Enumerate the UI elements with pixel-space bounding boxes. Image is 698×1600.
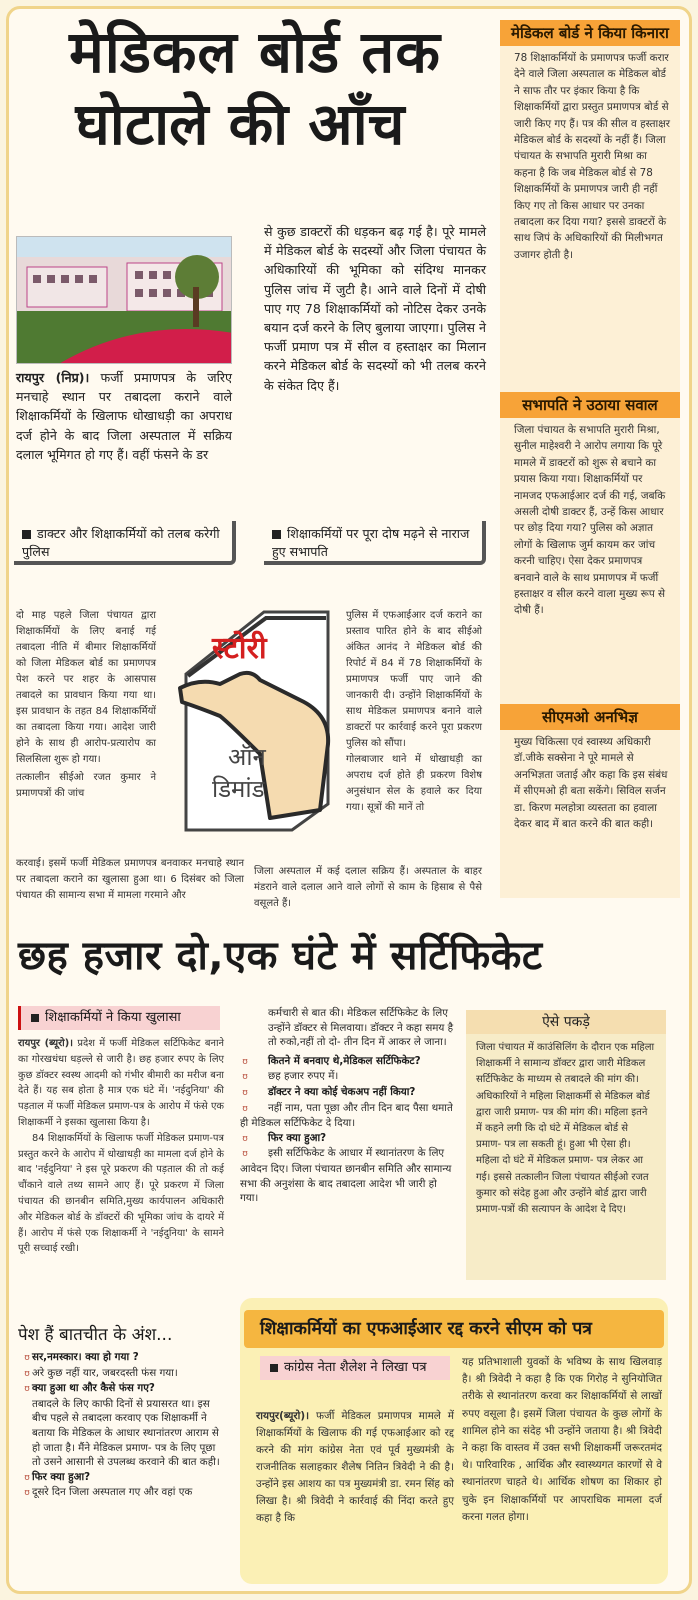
tab-police-label: डाक्टर और शिक्षाकर्मियों को तलब करेगी पुलिस <box>22 526 220 559</box>
section-tab-police <box>14 521 236 565</box>
letter-box <box>240 1298 668 1584</box>
logo-word-story: स्टोरी <box>212 631 267 666</box>
story-text-1: दो माह पहले जिला पंचायत द्वारा शिक्षाकर्मियों के लिए बनाई गई तबादला नीति में बीमार शिक्षाकर्मियों को जिला मेडिकल बोर्ड का प्रमाणपत्र पेश करने पर शहर के आसपास तबादले का प्रावधान किया गया था। इस प्रावधान के तहत 84 शिक्षाकर्मियों का तबादला किया गया। आदेश जारी होने के साथ ही आरोप-प्रत्यारोप का सिलसिला शुरू हो गया। <box>16 610 156 765</box>
logo-word-on: ऑन <box>228 743 266 771</box>
reveal-qa-list-1 <box>22 1350 224 1501</box>
headline-line-1: मेडिकल बोर्ड तक <box>69 18 441 86</box>
second-headline: छह हजार दो,एक घंटे में सर्टिफिकेट <box>18 933 543 979</box>
sidebar-title-chairman: सभापति ने उठाया सवाल <box>500 392 680 418</box>
tab-chairman-label: शिक्षाकर्मियों पर पूरा दोष मढ़ने से नाराज हुए सभापति <box>272 526 470 559</box>
u-bullet-icon: ʊ <box>24 1384 30 1395</box>
letter-bar-label: कांग्रेस नेता शैलेश ने लिखा पत्र <box>284 1360 427 1375</box>
story-text-2: पुलिस में एफआईआर दर्ज कराने का प्रस्ताव पारित होने के बाद सीईओ अंकित आनंद ने मेडिकल बोर्ड की रिपोर्ट में 84 में 78 शिक्षाकर्मियों के प्रमाणपत्र फर्जी पाए जाने की जानकारी दी। उन्होंने शिक्षाकर्मियों के साथ मेडिकल प्रमाणपत्र बनाने वाले डाक्टरों पर कार्रवाई करने पूरा प्रकरण पुलिस को सौंपा। <box>346 610 482 749</box>
how-caught-text: जिला पंचायत में काउंसिलिंग के दौरान एक महिला शिक्षाकर्मी ने सामान्य डॉक्टर द्वारा जारी मेडिकल सर्टिफिकेट के माध्यम से तबादले की मांग की। अधिकारियों ने महिला शिक्षाकर्मी से मेडिकल बोर्ड द्वारा जारी प्रमाण- पत्र की मांग की। महिला इतने में कहने लगी कि दो घंटे में मेडिकल बोर्ड से प्रमाण- पत्र ला सकती हूं। हुआ भी ऐसा ही। महिला दो घंटे में मेडिकल प्रमाण- पत्र लेकर आ गई। इससे तत्कालीन जिला पंचायत सीईओ रजत कुमार को संदेह हुआ और उन्होंने बोर्ड द्वारा जारी प्रमाण-पत्रों की सत्यापन के आदेश दे दिए। <box>476 1042 655 1216</box>
qa-item <box>240 1146 454 1205</box>
reveal-qa-list-2 <box>240 1006 454 1206</box>
letter-column-1 <box>256 1408 454 1527</box>
qa-item <box>22 1366 224 1382</box>
square-bullet-icon <box>272 530 281 539</box>
qa-intro: कर्मचारी से बात की। मेडिकल सर्टिफिकेट के लिए उन्होंने डॉक्टर से मिलवाया। डॉक्टर ने कहा समय है तो रुको,नहीं तो दो- तीन दिन में आकर ले जाना। <box>268 1007 454 1049</box>
letter-text-1: फर्जी मेडिकल प्रमाणपत्र मामले में शिक्षाकर्मियों के खिलाफ की गई एफआईआर को रद्द करने की मांग कांग्रेस नेता एवं पूर्व मुख्यमंत्री के राजनीतिक सलाहकार शैलेष नितिन त्रिवेदी ने की है। उन्होंने इस आशय का पत्र मुख्यमंत्री डा. रमन सिंह को लिखा है। श्री त्रिवेदी ने कार्रवाई की निंदा करते हुए कहा है कि <box>256 1410 454 1524</box>
sidebar-text-cmo: मुख्य चिकित्सा एवं स्वास्थ्य अधिकारी डॉ.जीके सक्सेना ने पूरे मामले से अनभिज्ञता जताई और कहा कि इस संबंध में सीएमओ ही बता सकेंगे। सिविल सर्जन डा. किरण मलहोत्रा व्यस्तता का हवाला देकर बाद में बात करने की बात कही। <box>514 736 668 831</box>
u-bullet-icon: ʊ <box>24 1368 30 1379</box>
qa-item <box>22 1485 224 1501</box>
qa-question: कितने में बनवाए थे,मेडिकल सर्टिफिकेट? <box>268 1054 421 1067</box>
qa-item <box>22 1350 224 1366</box>
qa-answer: तबादले के लिए काफी दिनों से प्रयासरत था। इस बीच पहले से तबादला करवाए एक शिक्षाकर्मी ने बताया कि मेडिकल के आधार स्थानांतरण आराम से हो जाता है। मैंने मेडिकल प्रमाण- पत्र के लिए पूछा तो उसने आसानी से उपलब्ध करवाने की बात कही। <box>32 1397 220 1469</box>
qa-answer: दूसरे दिन जिला अस्पताल गए और वहां एक <box>32 1486 193 1499</box>
qa-item <box>240 1069 454 1085</box>
qa-item <box>22 1470 224 1486</box>
u-bullet-icon: ʊ <box>242 1056 248 1067</box>
story-text-1b: तत्कालीन सीईओ रजत कुमार ने प्रमाणपत्रों की जांच <box>16 772 156 799</box>
reveal-paragraph-1: प्रदेश में फर्जी मेडिकल सर्टिफिकेट बनाने का गोरखधंधा धड़ल्ले से जारी है। छह हजार रुपए के लिए कुछ डॉक्टर स्वस्थ आदमी को गंभीर बीमारी का मरीज बना देते हैं। यह सब होता है मात्र एक घंटे में। 'नईदुनिया' की पड़ताल में फर्जी मेडिकल प्रमाण-पत्र के आरोप में फंसे एक शिक्षाकर्मी ने इसका खुलासा किया है। <box>18 1038 225 1128</box>
reveal-bar <box>18 1006 220 1030</box>
qa-question: फिर क्या हुआ? <box>268 1131 327 1144</box>
qa-item <box>22 1397 224 1470</box>
section-tab-chairman <box>264 521 486 565</box>
u-bullet-icon: ʊ <box>242 1087 248 1098</box>
how-caught-box <box>466 1010 666 1280</box>
qa-question: फिर क्या हुआ? <box>32 1470 91 1483</box>
square-bullet-icon <box>270 1364 278 1372</box>
sidebar-box-chairman <box>500 392 680 704</box>
qa-item <box>22 1381 224 1397</box>
logo-word-demand: डिमांड <box>212 775 265 803</box>
story-text-1c: करवाई। इसमें फर्जी मेडिकल प्रमाणपत्र बनवाकर मनचाहे स्थान पर तबादला कराने का खुलासा हुआ था। 6 दिसंबर को जिला पंचायत की सामान्य सभा में मामला गरमाने और <box>16 858 244 901</box>
sidebar-title-cmo: सीएमओ अनभिज्ञ <box>500 704 680 730</box>
reveal-paragraph-2: 84 शिक्षाकर्मियों के खिलाफ फर्जी मेडिकल प्रमाण-पत्र प्रस्तुत करने के आरोप में धोखाधड़ी का मामला दर्ज होने के बाद 'नईदुनिया' ने इस पूरे प्रकरण की पड़ताल की तो कई चौंकाने वाले तथ्य सामने आए हैं। पूरे प्रकरण में जिला पंचायत की छानबीन समिति,मुख्य कार्यपालन अधिकारी और मेडिकल बोर्ड के डॉक्टरों की भूमिका जांच के दायरे में हैं। आरोप में फंसे एक शिक्षाकर्मी ने 'नईदुनिया' के सामने पूरी सच्चाई रखी। <box>18 1132 224 1255</box>
qa-answer: अरे कुछ नहीं यार, जबरदस्ती फंस गया। <box>32 1366 178 1379</box>
u-bullet-icon: ʊ <box>242 1072 248 1083</box>
letter-bar <box>260 1356 450 1380</box>
qa-item <box>240 1131 454 1147</box>
sidebar-title-medical-board: मेडिकल बोर्ड ने किया किनारा <box>500 20 680 46</box>
qa-answer: इसी सर्टिफिकेट के आधार में स्थानांतरण के लिए आवेदन दिए। जिला पंचायत छानबीन समिति और सामान्य सभा की अनुशंसा के बाद तबादला आदेश भी जारी हो गया। <box>240 1147 452 1205</box>
reveal-dateline: रायपुर (ब्यूरो)। <box>18 1038 73 1049</box>
qa-answer: नहीं नाम, पता पूछा और तीन दिन बाद पैसा थमाते ही मेडिकल सर्टिफिकेट दे दिया। <box>240 1101 453 1130</box>
u-bullet-icon: ʊ <box>24 1353 30 1363</box>
how-caught-title: ऐसे पकड़े <box>466 1010 666 1034</box>
sidebar-text-medical-board: 78 शिक्षाकर्मियों के प्रमाणपत्र फर्जी करार देने वाले जिला अस्पताल क मेडिकल बोर्ड ने साफ तौर पर इंकार किया है कि शिक्षाकर्मियों द्वारा प्रस्तुत प्रमाणपत्र बोर्ड से जारी किए गए हैं। पत्र की सील व हस्ताक्षर मेडिकल बोर्ड के सदस्यों के नहीं हैं। जिला पंचायत के सभापति मुरारी मिश्रा का कहना है कि जब मेडिकल बोर्ड से 78 शिक्षाकर्मियों के प्रमाणपत्र जारी ही नहीं किए गए तो किस आधार पर उनका तबादला कर दिया गया? इससे डाक्टरों के साथ जिपं के अधिकारियों की मिलीभगत उजागर होती है। <box>514 52 670 261</box>
qa-item <box>240 1101 454 1131</box>
lead-text-1: फर्जी प्रमाणपत्र के जरिए मनचाहे स्थान पर तबादला कराने वाले शिक्षाकर्मियों के खिलाफ धोखाधड़ी का अपराध दर्ज होने के बाद जिला अस्पताल में सक्रिय दलाल भूमिगत हो गए हैं। वहीं फंसने के डर <box>16 370 232 462</box>
square-bullet-icon <box>31 1014 39 1022</box>
sidebar-text-chairman: जिला पंचायत के सभापति मुरारी मिश्रा, सुनील माहेश्वरी ने आरोप लगाया कि पूरे मामले में डाक्टरों को शुरू से बचाने का प्रयास किया गया। शिक्षाकर्मियों पर नामजद एफआईआर दर्ज की गई, जबकि असली दोषी डाक्टर हैं, उन्हें किस आधार पर छोड़ दिया गया? पुलिस को अज्ञात लोगों के खिलाफ जुर्म कायम कर जांच करनी चाहिए। ऐसा देकर प्रमाणपत्र बनवाने वाले के साथ प्रमाणपत्र में फर्जी हस्ताक्षर व सील करने वाला मुख्य रूप से दोषी हैं। <box>514 424 666 617</box>
u-bullet-icon: ʊ <box>242 1103 248 1114</box>
qa-question: डॉक्टर ने क्या कोई चेकअप नहीं किया? <box>268 1085 416 1098</box>
u-bullet-icon: ʊ <box>242 1149 248 1160</box>
reveal-column-1 <box>18 1036 224 1257</box>
u-bullet-icon: ʊ <box>242 1133 248 1144</box>
story-on-demand-logo <box>160 604 335 834</box>
qa-question: सर,नमस्कार। क्या हो गया ? <box>32 1351 139 1363</box>
letter-dateline: रायपुर(ब्यूरो)। <box>256 1410 310 1422</box>
story-text-2c: जिला अस्पताल में कई दलाल सक्रिय हैं। अस्पताल के बाहर मंडराने वाले दलाल आने वाले लोगों से काम के हिसाब से पैसे वसूलते हैं। <box>254 866 482 909</box>
sidebar-box-cmo <box>500 704 680 898</box>
headline-line-2: घोटाले की आँच <box>75 90 405 158</box>
qa-item <box>240 1054 454 1070</box>
qa-question: क्या हुआ था और कैसे फंस गए? <box>32 1382 155 1395</box>
story-column-2 <box>346 608 482 816</box>
lead-column-1 <box>16 368 232 464</box>
sidebar-box-medical-board <box>500 20 680 392</box>
square-bullet-icon <box>22 530 31 539</box>
u-bullet-icon: ʊ <box>24 1488 30 1499</box>
reveal-subheading: पेश हैं बातचीत के अंश... <box>18 1325 173 1345</box>
u-bullet-icon: ʊ <box>24 1472 30 1483</box>
lead-dateline: रायपुर (निप्र)। <box>16 370 90 385</box>
qa-answer: छह हजार रुपए में। <box>268 1070 339 1083</box>
reveal-bar-label: शिक्षाकर्मियों ने किया खुलासा <box>45 1010 181 1025</box>
hospital-photo <box>16 236 232 364</box>
letter-column-2: यह प्रतिभाशाली युवकों के भविष्य के साथ खिलवाड़ है। श्री त्रिवेदी ने कहा है कि एक गिरोह ने सुनियोजित तरीके से स्थानांतरण करवा कर शिक्षाकर्मियों से लाखों रुपए वसूला है। इसमें जिला पंचायत के कुछ लोगों के शामिल होने का संदेह भी उन्होंने जताया है। श्री त्रिवेदी ने कहा कि वास्तव में उक्त सभी शिक्षाकर्मी जरूरतमंद थे। पारिवारिक , आर्थिक और स्वास्थ्यगत कारणों से वे स्थानांतरण चाहते थे। आर्थिक शोषण का शिकार हो चुके इन शिक्षाकर्मियों पर आपराधिक मामला दर्ज करना गलत होगा। <box>462 1356 662 1523</box>
story-column-1 <box>16 608 156 802</box>
letter-title: शिक्षाकर्मियों का एफआईआर रद्द करने सीएम को पत्र <box>244 1310 664 1348</box>
qa-item <box>240 1085 454 1101</box>
lead-column-2: से कुछ डाक्टरों की धड़कन बढ़ गई है। पूरे मामले में मेडिकल बोर्ड के सदस्यों और जिला पंचायत के अधिकारियों की भूमिका को संदिग्ध मानकर पुलिस जांच में जुटी है। आने वाले दिनों में दोषी पाए गए 78 शिक्षाकर्मियों को नोटिस देकर उनके बयान दर्ज करने के लिए बुलाया जाएगा। पुलिस ने फर्जी प्रमाण पत्र में सील व हस्ताक्षर का मिलान करने मेडिकल बोर्ड के सदस्यों को भी तलब करने के संकेत दिए हैं। <box>264 224 486 393</box>
story-text-2b: गोलबाजार थाने में धोखाधड़ी का अपराध दर्ज होते ही प्रकरण विशेष अनुसंधान सेल के हवाले कर दिया गया। सूत्रों की मानें तो <box>346 754 482 813</box>
main-headline <box>20 16 490 160</box>
